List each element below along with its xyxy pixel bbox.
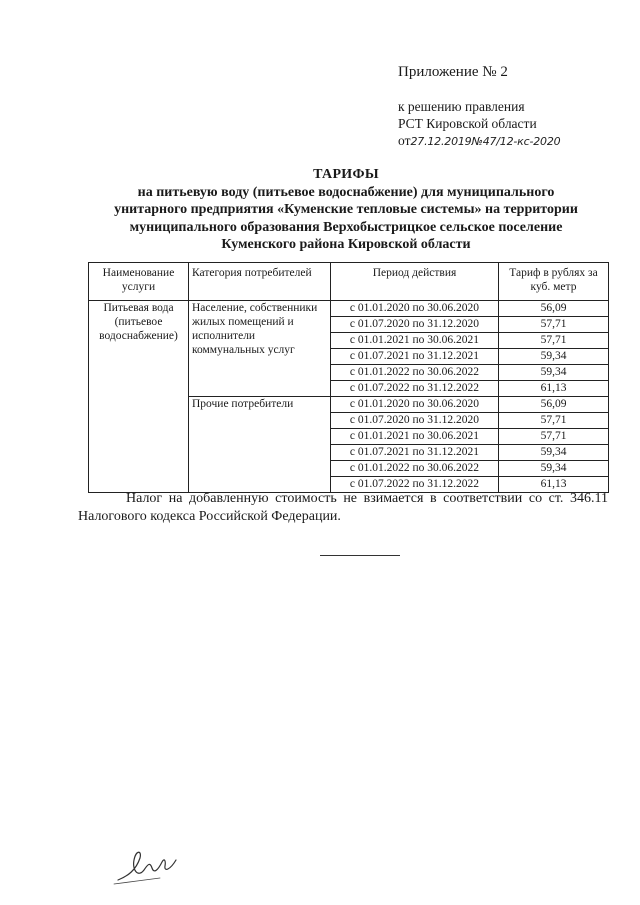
tariff-cell: 56,09 bbox=[499, 301, 609, 317]
decision-line-2: РСТ Кировской области bbox=[398, 116, 537, 131]
tariff-cell: 57,71 bbox=[499, 429, 609, 445]
document-title bbox=[86, 166, 606, 254]
tariff-cell: 59,34 bbox=[499, 461, 609, 477]
title-line-5: Куменского района Кировской области bbox=[221, 237, 471, 252]
period-cell: с 01.01.2021 по 30.06.2021 bbox=[331, 333, 499, 349]
period-cell: с 01.07.2022 по 31.12.2022 bbox=[331, 477, 499, 493]
decision-line-1: к решению правления bbox=[398, 99, 525, 114]
header-category: Категория потребителей bbox=[189, 263, 331, 301]
title-line-1: ТАРИФЫ bbox=[313, 167, 379, 182]
period-cell: с 01.01.2022 по 30.06.2022 bbox=[331, 365, 499, 381]
period-cell: с 01.01.2020 по 30.06.2020 bbox=[331, 397, 499, 413]
period-cell: с 01.07.2021 по 31.12.2021 bbox=[331, 349, 499, 365]
tariff-cell: 57,71 bbox=[499, 317, 609, 333]
period-cell: с 01.07.2020 по 31.12.2020 bbox=[331, 413, 499, 429]
service-name-cell: Питьевая вода (питьевое водоснабжение) bbox=[89, 301, 189, 493]
table-header-row bbox=[89, 263, 609, 301]
separator-rule bbox=[320, 555, 400, 556]
title-line-3: унитарного предприятия «Куменские тепловые системы» на территории bbox=[114, 202, 578, 217]
period-cell: с 01.01.2021 по 30.06.2021 bbox=[331, 429, 499, 445]
vat-footnote: Налог на добавленную стоимость не взимается в соответствии со ст. 346.11 Налогового кодекса Российской Федерации. bbox=[78, 491, 608, 524]
category-cell: Население, собственники жилых помещений и исполнители коммунальных услуг bbox=[189, 301, 331, 397]
header-service: Наименование услуги bbox=[89, 263, 189, 301]
period-cell: с 01.01.2020 по 30.06.2020 bbox=[331, 301, 499, 317]
tariff-cell: 57,71 bbox=[499, 413, 609, 429]
title-line-2: на питьевую воду (питьевое водоснабжение) для муниципального bbox=[137, 184, 555, 200]
decision-date-line bbox=[398, 132, 560, 150]
header-period: Период действия bbox=[331, 263, 499, 301]
tariff-cell: 61,13 bbox=[499, 381, 609, 397]
tariff-cell: 61,13 bbox=[499, 477, 609, 493]
period-cell: с 01.07.2022 по 31.12.2022 bbox=[331, 381, 499, 397]
decision-reference bbox=[398, 98, 560, 150]
tariff-cell: 59,34 bbox=[499, 445, 609, 461]
period-cell: с 01.07.2020 по 31.12.2020 bbox=[331, 317, 499, 333]
period-cell: с 01.01.2022 по 30.06.2022 bbox=[331, 461, 499, 477]
table-row bbox=[89, 301, 609, 317]
tariff-cell: 56,09 bbox=[499, 397, 609, 413]
appendix-label: Приложение № 2 bbox=[398, 64, 508, 80]
handwritten-date-number: 27.12.2019№47/12-кс-2020 bbox=[410, 135, 561, 148]
tariff-cell: 59,34 bbox=[499, 349, 609, 365]
handwritten-signature-icon bbox=[110, 840, 190, 890]
tariff-cell: 59,34 bbox=[499, 365, 609, 381]
header-tariff: Тариф в рублях за куб. метр bbox=[499, 263, 609, 301]
tariff-cell: 57,71 bbox=[499, 333, 609, 349]
title-line-4: муниципального образования Верхобыстрицкое сельское поселение bbox=[129, 219, 563, 235]
tariffs-table bbox=[88, 262, 609, 493]
category-cell: Прочие потребители bbox=[189, 397, 331, 493]
decision-date-prefix: от bbox=[398, 133, 411, 148]
period-cell: с 01.07.2021 по 31.12.2021 bbox=[331, 445, 499, 461]
